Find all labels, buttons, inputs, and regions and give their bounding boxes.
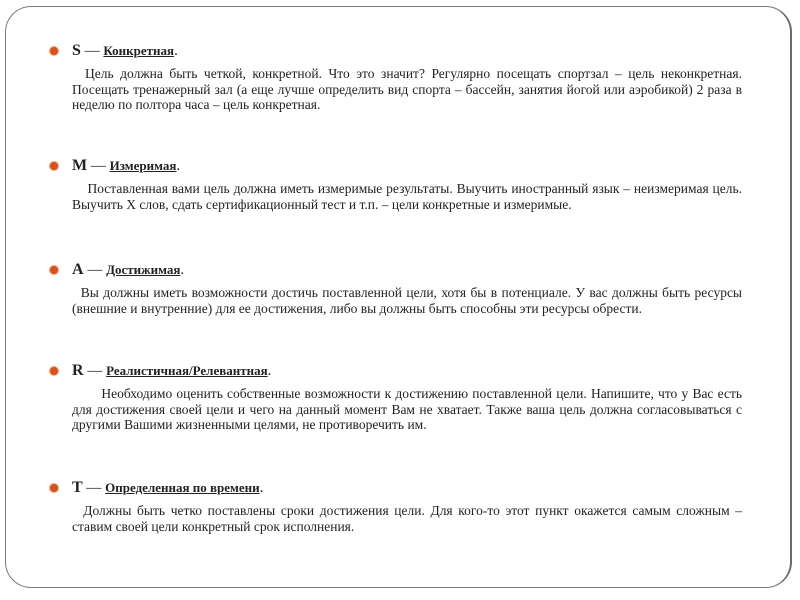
section-heading: S — Конкретная. (50, 42, 742, 60)
term: Реалистичная/Релевантная (106, 363, 268, 378)
section-heading: T — Определенная по времени. (50, 479, 742, 497)
term: Достижимая (106, 262, 181, 277)
bullet-icon (50, 162, 58, 170)
term: Измеримая (109, 158, 177, 173)
section-heading: M — Измеримая. (50, 157, 742, 175)
term: Конкретная (103, 43, 175, 58)
section-m (50, 157, 746, 212)
section-heading: R — Реалистичная/Релевантная. (50, 362, 742, 380)
section-text: Вы должны иметь возможности достичь поставленной цели, хотя бы в потенциале. У вас должны быть ресурсы (внешние и внутренние) для ее достижения, либо вы должны быть способны эти ресурсы обрести. (72, 285, 746, 316)
bullet-icon (50, 484, 58, 492)
section-text: Поставленная вами цель должна иметь измеримые результаты. Выучить иностранный язык – неизмеримая цель. Выучить X слов, сдать сертификационный тест и т.п. – цели конкретные и измеримые. (72, 181, 746, 212)
bullet-icon (50, 266, 58, 274)
term: Определенная по времени (105, 480, 260, 495)
bullet-icon (50, 47, 58, 55)
section-heading: A — Достижимая. (50, 261, 742, 279)
section-text: Цель должна быть четкой, конкретной. Что это значит? Регулярно посещать спортзал – цель неконкретная. Посещать тренажерный зал (а еще лучше определить вид спорта – бассейн, занятия йогой или аэробикой) 2 раза в неделю по полтора часа – цель конкретная. (72, 66, 746, 112)
section-a (50, 261, 746, 316)
section-text: Должны быть четко поставлены сроки достижения цели. Для кого-то этот пункт окажется самым сложным – ставим своей цели конкретный срок исполнения. (72, 503, 746, 534)
section-t (50, 479, 746, 534)
bullet-icon (50, 367, 58, 375)
section-s (50, 42, 746, 113)
section-r (50, 362, 746, 433)
section-text: Необходимо оценить собственные возможности к достижению поставленной цели. Напишите, что у Вас есть для достижения своей цели и чего на данный момент Вам не хватает. Также ваша цель должна согласовываться с другими Вашими жизненными целями, не противоречить им. (72, 386, 746, 432)
